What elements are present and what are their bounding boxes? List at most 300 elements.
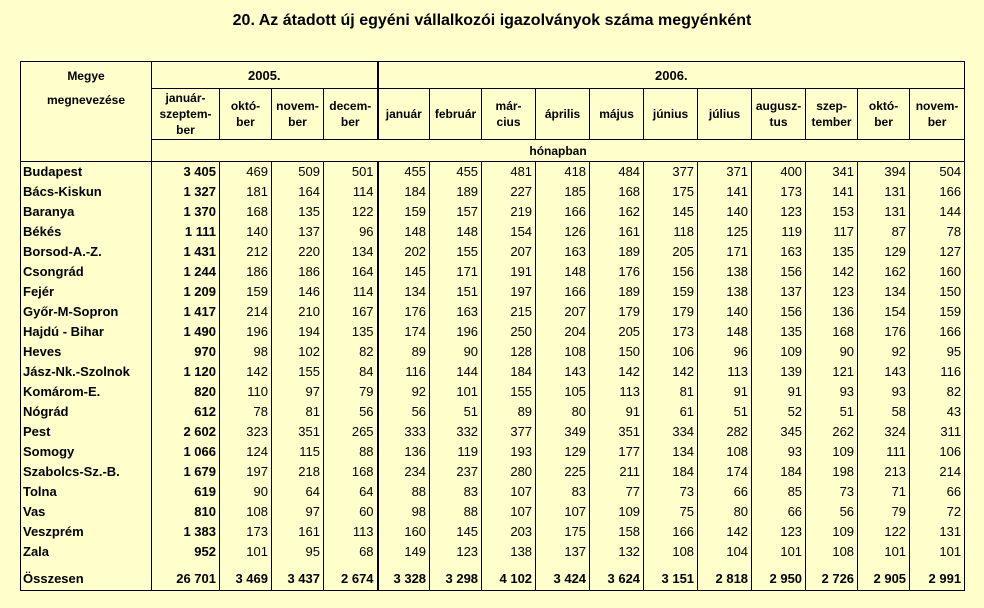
value-cell: 612	[152, 402, 220, 422]
value-cell: 185	[536, 182, 590, 202]
value-cell: 154	[858, 302, 910, 322]
value-cell: 3 298	[430, 568, 482, 591]
value-cell: 92	[378, 382, 430, 402]
value-cell: 970	[152, 342, 220, 362]
value-cell: 80	[698, 502, 752, 522]
value-cell: 207	[536, 302, 590, 322]
value-cell: 73	[806, 482, 858, 502]
value-cell: 820	[152, 382, 220, 402]
value-cell: 167	[324, 302, 378, 322]
value-cell: 119	[752, 222, 806, 242]
value-cell: 215	[482, 302, 536, 322]
county-name: Pest	[21, 422, 152, 442]
value-cell: 189	[590, 282, 644, 302]
value-cell: 123	[806, 282, 858, 302]
value-cell: 129	[858, 242, 910, 262]
value-cell: 234	[378, 462, 430, 482]
value-cell: 176	[858, 322, 910, 342]
county-name: Vas	[21, 502, 152, 522]
value-cell: 193	[482, 442, 536, 462]
value-cell: 162	[858, 262, 910, 282]
value-cell: 121	[806, 362, 858, 382]
value-cell: 93	[752, 442, 806, 462]
table-row	[21, 402, 965, 422]
value-cell: 2 950	[752, 568, 806, 591]
value-cell: 157	[430, 202, 482, 222]
value-cell: 175	[536, 522, 590, 542]
value-cell: 82	[910, 382, 965, 402]
month-header: január	[378, 89, 430, 140]
value-cell: 90	[430, 342, 482, 362]
value-cell: 189	[430, 182, 482, 202]
value-cell: 113	[698, 362, 752, 382]
value-cell: 176	[378, 302, 430, 322]
value-cell: 156	[644, 262, 698, 282]
value-cell: 145	[644, 202, 698, 222]
value-cell: 140	[698, 302, 752, 322]
value-cell: 173	[220, 522, 272, 542]
value-cell: 89	[482, 402, 536, 422]
value-cell: 197	[220, 462, 272, 482]
value-cell: 349	[536, 422, 590, 442]
value-cell: 164	[272, 182, 324, 202]
value-cell: 174	[378, 322, 430, 342]
value-cell: 163	[752, 242, 806, 262]
value-cell: 225	[536, 462, 590, 482]
value-cell: 161	[272, 522, 324, 542]
value-cell: 2 602	[152, 422, 220, 442]
value-cell: 114	[324, 282, 378, 302]
value-cell: 91	[752, 382, 806, 402]
value-cell: 98	[378, 502, 430, 522]
value-cell: 151	[430, 282, 482, 302]
value-cell: 202	[378, 242, 430, 262]
value-cell: 139	[752, 362, 806, 382]
value-cell: 83	[536, 482, 590, 502]
value-cell: 117	[806, 222, 858, 242]
table-row	[21, 502, 965, 522]
value-cell: 179	[644, 302, 698, 322]
value-cell: 160	[910, 262, 965, 282]
value-cell: 175	[644, 182, 698, 202]
value-cell: 173	[752, 182, 806, 202]
value-cell: 52	[752, 402, 806, 422]
value-cell: 141	[698, 182, 752, 202]
value-cell: 3 469	[220, 568, 272, 591]
month-header: novem- ber	[272, 89, 324, 140]
value-cell: 107	[482, 482, 536, 502]
value-cell: 3 405	[152, 162, 220, 183]
value-cell: 351	[590, 422, 644, 442]
value-cell: 153	[806, 202, 858, 222]
value-cell: 220	[272, 242, 324, 262]
value-cell: 204	[536, 322, 590, 342]
value-cell: 85	[752, 482, 806, 502]
value-cell: 142	[644, 362, 698, 382]
value-cell: 64	[272, 482, 324, 502]
value-cell: 227	[482, 182, 536, 202]
value-cell: 324	[858, 422, 910, 442]
value-cell: 205	[644, 242, 698, 262]
table-row	[21, 322, 965, 342]
value-cell: 211	[590, 462, 644, 482]
value-cell: 122	[324, 202, 378, 222]
value-cell: 161	[590, 222, 644, 242]
value-cell: 146	[272, 282, 324, 302]
value-cell: 186	[272, 262, 324, 282]
value-cell: 88	[430, 502, 482, 522]
county-name: Heves	[21, 342, 152, 362]
value-cell: 194	[272, 322, 324, 342]
value-cell: 108	[220, 502, 272, 522]
table-row	[21, 422, 965, 442]
value-cell: 72	[910, 502, 965, 522]
value-cell: 164	[324, 262, 378, 282]
table-row	[21, 482, 965, 502]
value-cell: 159	[378, 202, 430, 222]
value-cell: 111	[858, 442, 910, 462]
value-cell: 116	[910, 362, 965, 382]
month-header: február	[430, 89, 482, 140]
month-header: már- cius	[482, 89, 536, 140]
county-name: Tolna	[21, 482, 152, 502]
value-cell: 155	[430, 242, 482, 262]
value-cell: 109	[752, 342, 806, 362]
value-cell: 106	[644, 342, 698, 362]
value-cell: 123	[430, 542, 482, 562]
value-cell: 83	[430, 482, 482, 502]
value-cell: 184	[378, 182, 430, 202]
value-cell: 64	[324, 482, 378, 502]
value-cell: 142	[698, 522, 752, 542]
value-cell: 43	[910, 402, 965, 422]
value-cell: 109	[806, 442, 858, 462]
value-cell: 107	[482, 502, 536, 522]
value-cell: 210	[272, 302, 324, 322]
value-cell: 78	[220, 402, 272, 422]
value-cell: 95	[272, 542, 324, 562]
value-cell: 509	[272, 162, 324, 183]
value-cell: 145	[430, 522, 482, 542]
value-cell: 3 624	[590, 568, 644, 591]
value-cell: 371	[698, 162, 752, 183]
value-cell: 166	[536, 282, 590, 302]
value-cell: 3 328	[378, 568, 430, 591]
table-row	[21, 282, 965, 302]
county-header-line1: Megye	[67, 69, 105, 83]
value-cell: 109	[590, 502, 644, 522]
value-cell: 75	[644, 502, 698, 522]
table-row	[21, 222, 965, 242]
value-cell: 196	[430, 322, 482, 342]
value-cell: 73	[644, 482, 698, 502]
value-cell: 162	[590, 202, 644, 222]
value-cell: 158	[590, 522, 644, 542]
county-name: Borsod-A.-Z.	[21, 242, 152, 262]
total-label: Összesen	[21, 568, 152, 591]
value-cell: 311	[910, 422, 965, 442]
county-name: Szabolcs-Sz.-B.	[21, 462, 152, 482]
value-cell: 218	[272, 462, 324, 482]
value-cell: 334	[644, 422, 698, 442]
value-cell: 84	[324, 362, 378, 382]
table-row	[21, 242, 965, 262]
month-header: január- szeptem- ber	[152, 89, 220, 140]
value-cell: 80	[536, 402, 590, 422]
value-cell: 66	[698, 482, 752, 502]
month-header: július	[698, 89, 752, 140]
value-cell: 1 490	[152, 322, 220, 342]
value-cell: 138	[698, 282, 752, 302]
value-cell: 168	[220, 202, 272, 222]
value-cell: 341	[806, 162, 858, 183]
table-row	[21, 522, 965, 542]
value-cell: 92	[858, 342, 910, 362]
value-cell: 168	[324, 462, 378, 482]
value-cell: 1 111	[152, 222, 220, 242]
value-cell: 136	[806, 302, 858, 322]
value-cell: 2 818	[698, 568, 752, 591]
value-cell: 2 905	[858, 568, 910, 591]
month-header: novem- ber	[910, 89, 965, 140]
value-cell: 143	[858, 362, 910, 382]
value-cell: 127	[910, 242, 965, 262]
value-cell: 136	[378, 442, 430, 462]
value-cell: 189	[590, 242, 644, 262]
value-cell: 163	[536, 242, 590, 262]
value-cell: 132	[590, 542, 644, 562]
value-cell: 138	[698, 262, 752, 282]
month-header: május	[590, 89, 644, 140]
value-cell: 237	[430, 462, 482, 482]
value-cell: 150	[910, 282, 965, 302]
value-cell: 51	[806, 402, 858, 422]
table-row	[21, 362, 965, 382]
value-cell: 333	[378, 422, 430, 442]
value-cell: 123	[752, 522, 806, 542]
value-cell: 131	[858, 202, 910, 222]
value-cell: 4 102	[482, 568, 536, 591]
value-cell: 148	[536, 262, 590, 282]
value-cell: 105	[536, 382, 590, 402]
value-cell: 66	[752, 502, 806, 522]
month-header: június	[644, 89, 698, 140]
value-cell: 3 424	[536, 568, 590, 591]
county-name: Baranya	[21, 202, 152, 222]
value-cell: 109	[806, 522, 858, 542]
county-name: Budapest	[21, 162, 152, 183]
value-cell: 134	[644, 442, 698, 462]
value-cell: 377	[482, 422, 536, 442]
value-cell: 332	[430, 422, 482, 442]
value-cell: 351	[272, 422, 324, 442]
value-cell: 106	[910, 442, 965, 462]
value-cell: 97	[272, 382, 324, 402]
value-cell: 131	[910, 522, 965, 542]
value-cell: 171	[430, 262, 482, 282]
value-cell: 96	[324, 222, 378, 242]
value-cell: 101	[220, 542, 272, 562]
table-row	[21, 162, 965, 183]
value-cell: 107	[536, 502, 590, 522]
month-header: április	[536, 89, 590, 140]
value-cell: 148	[378, 222, 430, 242]
county-header-line2: megnevezése	[46, 93, 126, 107]
value-cell: 1 120	[152, 362, 220, 382]
table-title: 20. Az átadott új egyéni vállalkozói igazolványok száma megyénként	[232, 12, 752, 29]
value-cell: 323	[220, 422, 272, 442]
value-cell: 265	[324, 422, 378, 442]
value-cell: 1 209	[152, 282, 220, 302]
value-cell: 114	[324, 182, 378, 202]
value-cell: 504	[910, 162, 965, 183]
value-cell: 129	[536, 442, 590, 462]
value-cell: 97	[272, 502, 324, 522]
county-name: Zala	[21, 542, 152, 562]
value-cell: 118	[644, 222, 698, 242]
table-row	[21, 462, 965, 482]
value-cell: 135	[752, 322, 806, 342]
value-cell: 166	[910, 322, 965, 342]
value-cell: 58	[858, 402, 910, 422]
value-cell: 150	[590, 342, 644, 362]
value-cell: 1 244	[152, 262, 220, 282]
value-cell: 155	[482, 382, 536, 402]
value-cell: 377	[644, 162, 698, 183]
county-name: Csongrád	[21, 262, 152, 282]
table-row	[21, 302, 965, 322]
county-name: Fejér	[21, 282, 152, 302]
value-cell: 108	[536, 342, 590, 362]
value-cell: 166	[536, 202, 590, 222]
value-cell: 501	[324, 162, 378, 183]
value-cell: 179	[590, 302, 644, 322]
value-cell: 171	[698, 242, 752, 262]
value-cell: 141	[806, 182, 858, 202]
value-cell: 213	[858, 462, 910, 482]
value-cell: 1 370	[152, 202, 220, 222]
value-cell: 160	[378, 522, 430, 542]
value-cell: 142	[806, 262, 858, 282]
value-cell: 98	[220, 342, 272, 362]
value-cell: 134	[324, 242, 378, 262]
value-cell: 68	[324, 542, 378, 562]
value-cell: 123	[752, 202, 806, 222]
value-cell: 101	[858, 542, 910, 562]
value-cell: 198	[806, 462, 858, 482]
value-cell: 135	[806, 242, 858, 262]
table-row	[21, 202, 965, 222]
value-cell: 110	[220, 382, 272, 402]
value-cell: 205	[590, 322, 644, 342]
table-row	[21, 342, 965, 362]
value-cell: 619	[152, 482, 220, 502]
value-cell: 142	[590, 362, 644, 382]
value-cell: 154	[482, 222, 536, 242]
value-cell: 145	[378, 262, 430, 282]
value-cell: 96	[698, 342, 752, 362]
value-cell: 93	[858, 382, 910, 402]
value-cell: 952	[152, 542, 220, 562]
value-cell: 134	[858, 282, 910, 302]
value-cell: 166	[910, 182, 965, 202]
value-cell: 196	[220, 322, 272, 342]
value-cell: 484	[590, 162, 644, 183]
value-cell: 1 417	[152, 302, 220, 322]
value-cell: 142	[220, 362, 272, 382]
value-cell: 102	[272, 342, 324, 362]
value-cell: 90	[806, 342, 858, 362]
value-cell: 144	[430, 362, 482, 382]
value-cell: 455	[430, 162, 482, 183]
value-cell: 184	[752, 462, 806, 482]
value-cell: 1 679	[152, 462, 220, 482]
value-cell: 61	[644, 402, 698, 422]
table-row	[21, 382, 965, 402]
value-cell: 159	[910, 302, 965, 322]
value-cell: 2 726	[806, 568, 858, 591]
month-header: augusz- tus	[752, 89, 806, 140]
value-cell: 126	[536, 222, 590, 242]
value-cell: 131	[858, 182, 910, 202]
value-cell: 56	[324, 402, 378, 422]
value-cell: 262	[806, 422, 858, 442]
table-row	[21, 182, 965, 202]
value-cell: 122	[858, 522, 910, 542]
value-cell: 137	[536, 542, 590, 562]
value-cell: 88	[378, 482, 430, 502]
value-cell: 191	[482, 262, 536, 282]
value-cell: 181	[220, 182, 272, 202]
value-cell: 148	[430, 222, 482, 242]
county-name: Hajdú - Bihar	[21, 322, 152, 342]
value-cell: 140	[698, 202, 752, 222]
value-cell: 250	[482, 322, 536, 342]
value-cell: 88	[324, 442, 378, 462]
value-cell: 212	[220, 242, 272, 262]
table-row	[21, 442, 965, 462]
value-cell: 394	[858, 162, 910, 183]
value-cell: 93	[806, 382, 858, 402]
year-2005-header: 2005.	[152, 62, 378, 89]
value-cell: 400	[752, 162, 806, 183]
value-cell: 282	[698, 422, 752, 442]
value-cell: 214	[220, 302, 272, 322]
value-cell: 197	[482, 282, 536, 302]
value-cell: 168	[590, 182, 644, 202]
value-cell: 148	[698, 322, 752, 342]
value-cell: 87	[858, 222, 910, 242]
value-cell: 89	[378, 342, 430, 362]
value-cell: 115	[272, 442, 324, 462]
value-cell: 207	[482, 242, 536, 262]
value-cell: 166	[644, 522, 698, 542]
value-cell: 116	[378, 362, 430, 382]
value-cell: 104	[698, 542, 752, 562]
value-cell: 214	[910, 462, 965, 482]
table-row	[21, 262, 965, 282]
value-cell: 124	[220, 442, 272, 462]
county-name: Veszprém	[21, 522, 152, 542]
value-cell: 156	[752, 302, 806, 322]
value-cell: 159	[220, 282, 272, 302]
value-cell: 2 991	[910, 568, 965, 591]
value-cell: 186	[220, 262, 272, 282]
value-cell: 1 431	[152, 242, 220, 262]
value-cell: 137	[272, 222, 324, 242]
value-cell: 66	[910, 482, 965, 502]
value-cell: 135	[272, 202, 324, 222]
